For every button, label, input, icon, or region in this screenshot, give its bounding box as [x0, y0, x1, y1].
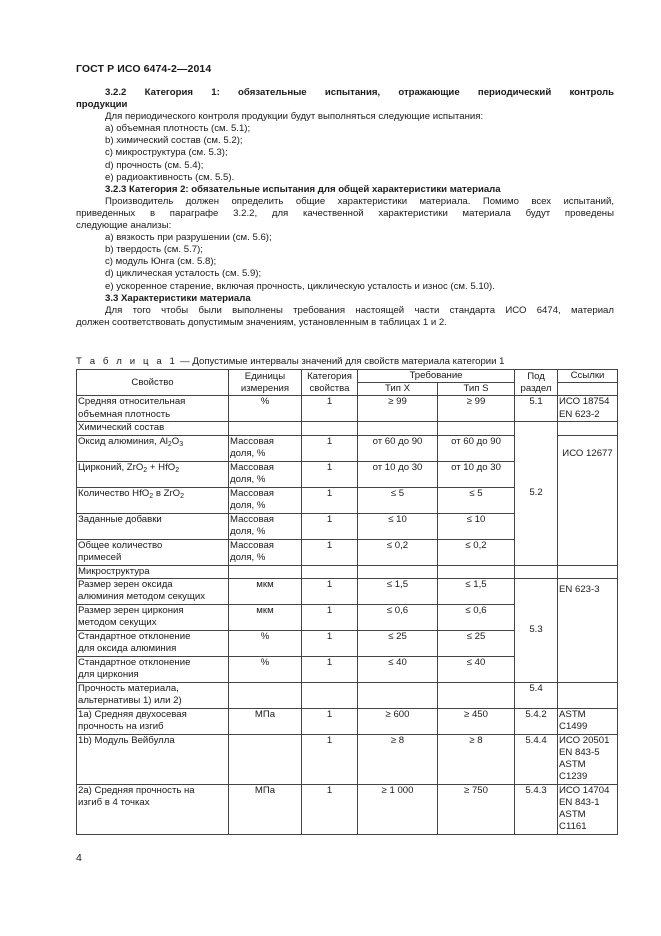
micro-reference: EN 623-3	[558, 578, 618, 682]
list-item: а) вязкость при разрушении (см. 5.6);	[105, 232, 272, 244]
table-row: Размер зерен оксида алюминия методом секущих мкм 1 ≤ 1,5 ≤ 1,5 5.3 EN 623-3	[77, 578, 618, 604]
list-item: d) прочность (см. 5.4);	[105, 159, 204, 171]
section-3-2-2-title: 3.2.2 Категория 1: обязательные испытания, отражающие периодический контроль	[105, 87, 614, 98]
header-type-x: Тип X	[358, 383, 438, 396]
list-item: b) химический состав (см. 5.2);	[105, 135, 243, 147]
table-row: Стандартное отклонение для циркония % 1 ≤ 40 ≤ 40	[77, 656, 618, 682]
header-category: Категория свойства	[302, 370, 358, 396]
header-units: Единицы измерения	[229, 370, 302, 396]
table-header-row	[77, 370, 618, 383]
micro-section: 5.3	[515, 578, 558, 682]
table-caption-text: — Допустимые интервалы значений для свойств материала категории 1	[177, 356, 505, 367]
table-group-row: Химический состав 5.2	[77, 422, 618, 435]
section-3-2-3-paragraph-end: следующие анализы:	[76, 220, 172, 232]
table-group-row: Микроструктура	[77, 565, 618, 578]
table-row: Оксид алюминия, $Al_2O_3$ Массовая доля, % 1 от 60 до 90 от 60 до 90 ИСО 12677	[77, 435, 618, 461]
header-section: Под раздел	[515, 370, 558, 396]
body-text	[76, 87, 614, 329]
list-item: с) модуль Юнга (см. 5.8);	[105, 256, 217, 268]
header-property: Свойство	[77, 370, 229, 396]
header-type-s: Тип S	[438, 383, 515, 396]
section-3-2-2-intro: Для периодического контроля продукции будут выполняться следующие испытания:	[105, 111, 484, 123]
table-row: Заданные добавки Массовая доля, % 1 ≤ 10 ≤ 10	[77, 513, 618, 539]
table-row: 1b) Модуль Вейбулла 1 ≥ 8 ≥ 8 5.4.4 ИСО 20501 EN 843-5 ASTM C1239	[77, 734, 618, 784]
section-3-3-paragraph-cont: должен соответствовать допустимым значениям, установленным в таблицах 1 и 2.	[76, 316, 447, 328]
properties-table	[76, 369, 618, 835]
table-row: 1а) Средняя двухосевая прочность на изгиб МПа 1 ≥ 600 ≥ 450 5.4.2 ASTM C1499	[77, 708, 618, 734]
header-requirement: Требование	[358, 370, 515, 383]
header-references: Ссылки	[558, 370, 618, 383]
table-row: Общее количество примесей Массовая доля, % 1 ≤ 0,2 ≤ 0,2	[77, 539, 618, 565]
page-number: 4	[76, 852, 82, 864]
list-item: е) ускоренное старение, включая прочность, циклическую усталость и износ (см. 5.10).	[105, 280, 495, 292]
section-3-3-paragraph: Для того чтобы были выполнены требования настоящей части стандарта ИСО 6474, материал	[105, 304, 614, 316]
section-3-2-3-paragraph: Производитель должен определить общие характеристики материала. Помимо всех испытаний,	[105, 195, 614, 207]
section-3-3-title: 3.3 Характеристики материала	[105, 292, 251, 304]
section-3-2-3-title: 3.2.3 Категория 2: обязательные испытания для общей характеристики материала	[105, 183, 501, 195]
table-row: 2а) Средняя прочность на изгиб в 4 точках МПа 1 ≥ 1 000 ≥ 750 5.4.3 ИСО 14704 EN 843-1 ASTM C1161	[77, 784, 618, 834]
document-header: ГОСТ Р ИСО 6474-2—2014	[76, 63, 212, 75]
header-references-empty	[558, 383, 618, 396]
list-item: е) радиоактивность (см. 5.5).	[105, 171, 235, 183]
list-item: b) твердость (см. 5.7);	[105, 244, 203, 256]
table-row: Средняя относительная объемная плотность % 1 ≥ 99 ≥ 99 5.1 ИСО 18754 EN 623-2	[77, 396, 618, 422]
table-row: Количество HfO$_2$ в ZrO$_2$ Массовая доля, % 1 ≤ 5 ≤ 5	[77, 487, 618, 513]
list-item: с) микроструктура (см. 5.3);	[105, 147, 228, 159]
section-3-2-2-title-cont: продукции	[76, 99, 128, 111]
chem-section: 5.2	[515, 422, 558, 565]
list-item: d) циклическая усталость (см. 5.9);	[105, 268, 262, 280]
list-item: а) объемная плотность (см. 5.1);	[105, 123, 251, 135]
chem-reference: ИСО 12677	[558, 435, 618, 565]
table-row: Прочность материала, альтернативы 1) или 2) 5.4	[77, 682, 618, 708]
table-caption-label: Т а б л и ц а 1	[76, 356, 178, 367]
table-caption	[76, 356, 505, 367]
table-row: Цирконий, ZrO$_2$ + HfO$_2$ Массовая доля, % 1 от 10 до 30 от 10 до 30	[77, 461, 618, 487]
section-3-2-3-paragraph-cont: приведенных в параграфе 3.2.2, для качественной характеристики материала будут проведены	[76, 207, 614, 219]
table-row: Стандартное отклонение для оксида алюминия % 1 ≤ 25 ≤ 25	[77, 630, 618, 656]
table-row: Размер зерен циркония методом секущих мкм 1 ≤ 0,6 ≤ 0,6	[77, 604, 618, 630]
